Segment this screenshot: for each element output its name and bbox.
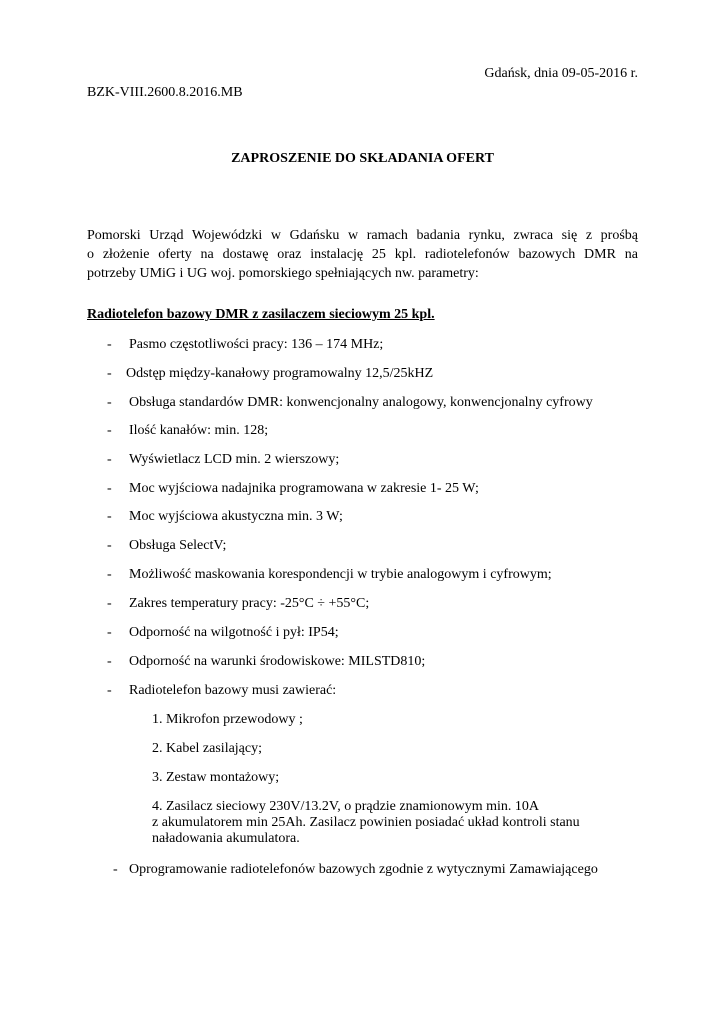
- list-dash: -: [107, 481, 112, 496]
- list-item-text: Obsługa SelectV;: [129, 538, 227, 553]
- list-item-text: Moc wyjściowa nadajnika programowana w zakresie 1- 25 W;: [129, 481, 479, 496]
- list-item: [107, 452, 339, 468]
- list-dash: -: [107, 337, 112, 352]
- list-item: [107, 423, 268, 439]
- list-item-text: Odporność na warunki środowiskowe: MILSTD810;: [129, 654, 426, 669]
- list-item: [107, 395, 593, 411]
- sub-list-item: 3. Zestaw montażowy;: [152, 770, 280, 785]
- list-dash: -: [107, 596, 112, 611]
- list-item: [107, 683, 336, 699]
- list-dash: -: [107, 654, 112, 669]
- list-item: [107, 596, 369, 612]
- list-item: [107, 538, 226, 554]
- sub-item-4-line-3: naładowania akumulatora.: [152, 831, 300, 846]
- list-item-text: Odstęp między-kanałowy programowalny 12,5/25kHZ: [126, 366, 434, 381]
- list-dash: -: [107, 452, 112, 467]
- list-item-text: Wyświetlacz LCD min. 2 wierszowy;: [129, 452, 340, 467]
- reference-number: BZK-VIII.2600.8.2016.MB: [87, 85, 243, 100]
- intro-line-2: o złożenie oferty na dostawę oraz instalację 25 kpl. radiotelefonów bazowych DMR na: [87, 247, 638, 262]
- list-dash: -: [107, 423, 112, 438]
- list-dash: -: [107, 683, 112, 698]
- list-item: [107, 567, 552, 583]
- intro-line-3: potrzeby UMiG i UG woj. pomorskiego spełniających nw. parametry:: [87, 266, 479, 281]
- list-item: [107, 481, 479, 497]
- sub-list-item: 2. Kabel zasilający;: [152, 741, 263, 756]
- section-heading: Radiotelefon bazowy DMR z zasilaczem sieciowym 25 kpl.: [87, 307, 435, 322]
- list-dash: -: [113, 862, 118, 877]
- list-item: [107, 509, 343, 525]
- list-item: [107, 625, 339, 641]
- sub-list-item: [152, 799, 622, 847]
- list-item-text: Możliwość maskowania korespondencji w trybie analogowym i cyfrowym;: [129, 567, 552, 582]
- list-item-text: Pasmo częstotliwości pracy: 136 – 174 MHz;: [129, 337, 384, 352]
- sub-item-4-line-1: 4. Zasilacz sieciowy 230V/13.2V, o prądzie znamionowym min. 10A: [152, 799, 539, 814]
- intro-line-1: Pomorski Urząd Wojewódzki w Gdańsku w ramach badania rynku, zwraca się z prośbą: [87, 228, 638, 243]
- place-and-date: Gdańsk, dnia 09-05-2016 r.: [484, 66, 638, 81]
- list-item-text: Odporność na wilgotność i pył: IP54;: [129, 625, 339, 640]
- list-dash: -: [107, 366, 112, 381]
- list-dash: -: [107, 567, 112, 582]
- list-dash: -: [107, 509, 112, 524]
- sub-list-item: 1. Mikrofon przewodowy ;: [152, 712, 303, 727]
- list-item: [113, 862, 598, 878]
- list-item: [107, 337, 383, 353]
- intro-paragraph: [87, 226, 638, 283]
- list-item-text: Oprogramowanie radiotelefonów bazowych zgodnie z wytycznymi Zamawiającego: [129, 862, 598, 877]
- list-item: [107, 654, 425, 670]
- list-item-text: Obsługa standardów DMR: konwencjonalny analogowy, konwencjonalny cyfrowy: [129, 395, 593, 410]
- list-item: [107, 366, 433, 382]
- sub-item-4-line-2: z akumulatorem min 25Ah. Zasilacz powinien posiadać układ kontroli stanu: [152, 815, 580, 830]
- list-item-text: Radiotelefon bazowy musi zawierać:: [129, 683, 337, 698]
- list-dash: -: [107, 538, 112, 553]
- list-dash: -: [107, 395, 112, 410]
- list-item-text: Zakres temperatury pracy: -25°C ÷ +55°C;: [129, 596, 370, 611]
- list-dash: -: [107, 625, 112, 640]
- document-title: ZAPROSZENIE DO SKŁADANIA OFERT: [231, 151, 494, 166]
- list-item-text: Moc wyjściowa akustyczna min. 3 W;: [129, 509, 343, 524]
- list-item-text: Ilość kanałów: min. 128;: [129, 423, 269, 438]
